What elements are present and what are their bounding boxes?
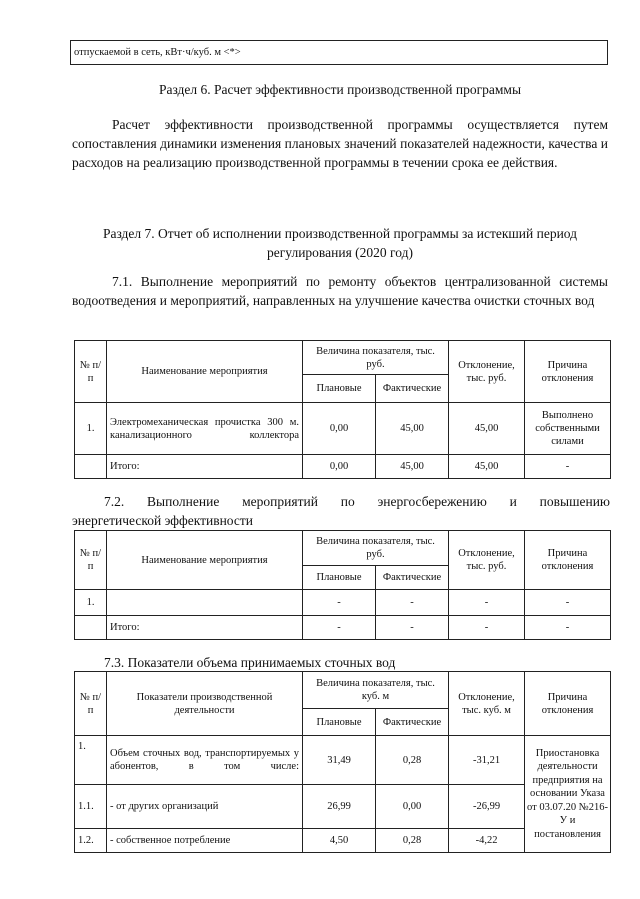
s72-total-plan: - (303, 616, 376, 640)
s73-table (74, 671, 611, 853)
s73-reason-merged: Приостановка деятельности предприятия на основании Указа от 03.07.20 №216-У и постановления (525, 736, 611, 853)
s71-title: 7.1. Выполнение мероприятий по ремонту объектов централизованной системы водоотведения и мероприятий, направленных на улучшение качества очистки сточных вод (72, 274, 608, 308)
s73-header-plan: Плановые (303, 709, 376, 736)
table-row (75, 455, 611, 479)
s73-row1-dev: -31,21 (449, 736, 525, 785)
section6-text: Расчет эффективности производственной программы осуществляется путем сопоставления динамики изменения плановых значений показателей надежности, качества и расходов на реализацию производственной программы в течении срока ее действия. (72, 117, 608, 170)
s71-header-value: Величина показателя, тыс. руб. (303, 341, 449, 375)
s73-header-num: № п/п (75, 672, 107, 736)
s71-total-plan: 0,00 (303, 455, 376, 479)
s73-row3-fact: 0,28 (376, 829, 449, 853)
s71-header-name: Наименование мероприятия (107, 341, 303, 403)
s72-table (74, 530, 611, 640)
s71-header-num: № п/п (75, 341, 107, 403)
s72-title-line1: 7.2. Выполнение мероприятий по энергосбережению и повышению (104, 494, 610, 509)
s71-total-reason: - (525, 455, 611, 479)
s72-row1-name (107, 590, 303, 616)
s73-header-name: Показатели производственной деятельности (107, 672, 303, 736)
s73-header-value: Величина показателя, тыс. куб. м (303, 672, 449, 709)
s72-header-fact: Фактические (376, 566, 449, 590)
s73-row1-fact: 0,28 (376, 736, 449, 785)
s71-total-name: Итого: (107, 455, 303, 479)
s71-table (74, 340, 611, 479)
s73-row3-name: - собственное потребление (107, 829, 303, 853)
s71-total-num (75, 455, 107, 479)
s71-total-fact: 45,00 (376, 455, 449, 479)
s73-row2-fact: 0,00 (376, 785, 449, 829)
s71-row1-num: 1. (75, 403, 107, 455)
s73-row2-num: 1.1. (75, 785, 107, 829)
section7-title-line1: Раздел 7. Отчет об исполнении производственной программы за истекший период (102, 226, 578, 241)
top-table-row (70, 40, 608, 65)
s72-row1-plan: - (303, 590, 376, 616)
s72-header-deviation: Отклонение, тыс. руб. (449, 531, 525, 590)
table-row (75, 736, 611, 785)
s73-row2-plan: 26,99 (303, 785, 376, 829)
s73-row2-dev: -26,99 (449, 785, 525, 829)
s72-header-name: Наименование мероприятия (107, 531, 303, 590)
s72-title-line2: энергетической эффективности (72, 513, 253, 528)
s71-header-plan: Плановые (303, 375, 376, 403)
s72-row1-dev: - (449, 590, 525, 616)
s72-total-name: Итого: (107, 616, 303, 640)
table-row (75, 616, 611, 640)
s73-title: 7.3. Показатели объема принимаемых сточных вод (104, 655, 396, 670)
s73-header-fact: Фактические (376, 709, 449, 736)
s72-total-dev: - (449, 616, 525, 640)
s73-row3-plan: 4,50 (303, 829, 376, 853)
s72-header-reason: Причина отклонения (525, 531, 611, 590)
s73-row3-dev: -4,22 (449, 829, 525, 853)
top-row-text: отпускаемой в сеть, кВт·ч/куб. м <*> (71, 41, 608, 65)
section6-title: Раздел 6. Расчет эффективности производственной программы (158, 82, 522, 97)
table-row (75, 590, 611, 616)
s73-row1-name: Объем сточных вод, транспортируемых у абонентов, в том числе: (107, 736, 303, 785)
s72-header-plan: Плановые (303, 566, 376, 590)
s71-header-fact: Фактические (376, 375, 449, 403)
s71-row1-plan: 0,00 (303, 403, 376, 455)
s73-row2-name: - от других организаций (107, 785, 303, 829)
s71-row1-reason: Выполнено собственными силами (525, 403, 611, 455)
s72-total-fact: - (376, 616, 449, 640)
s71-row1-name: Электромеханическая прочистка 300 м. канализационного коллектора (107, 403, 303, 455)
table-row (75, 403, 611, 455)
s73-header-reason: Причина отклонения (525, 672, 611, 736)
s72-row1-fact: - (376, 590, 449, 616)
s73-row3-num: 1.2. (75, 829, 107, 853)
s71-header-reason: Причина отклонения (525, 341, 611, 403)
s73-row1-plan: 31,49 (303, 736, 376, 785)
s71-total-dev: 45,00 (449, 455, 525, 479)
s72-total-reason: - (525, 616, 611, 640)
s71-row1-dev: 45,00 (449, 403, 525, 455)
s72-row1-num: 1. (75, 590, 107, 616)
s72-header-value: Величина показателя, тыс. руб. (303, 531, 449, 566)
s72-header-num: № п/п (75, 531, 107, 590)
s72-total-num (75, 616, 107, 640)
s73-row1-num: 1. (75, 736, 107, 785)
s72-row1-reason: - (525, 590, 611, 616)
section7-title-line2: регулирования (2020 год) (267, 245, 413, 260)
s73-header-deviation: Отклонение, тыс. куб. м (449, 672, 525, 736)
s71-row1-fact: 45,00 (376, 403, 449, 455)
s71-header-deviation: Отклонение, тыс. руб. (449, 341, 525, 403)
